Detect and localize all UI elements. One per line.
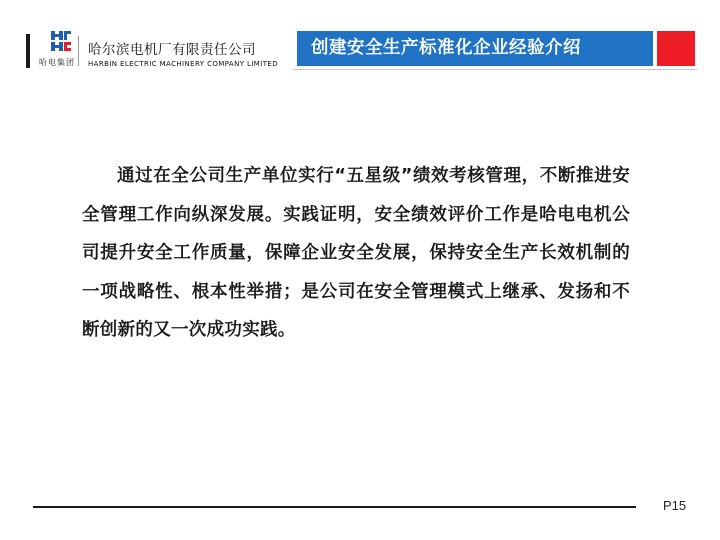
page-number: P15: [663, 498, 687, 513]
left-accent-bar: [26, 34, 30, 68]
footer-line: [33, 506, 636, 508]
body-paragraph: 通过在全公司生产单位实行“五星级”绩效考核管理，不断推进安全管理工作向纵深发展。实践证明，安全绩效评价工作是哈电电机公司提升安全工作质量，保障企业安全发展，保持安全生产长效机制的一项战略性、根本性举措；是公司在安全管理模式上继承、发扬和不断创新的又一次成功实践。: [82, 166, 630, 340]
logo-text: 哈电集团: [39, 58, 75, 67]
slide-title: 创建安全生产标准化企业经验介绍: [297, 31, 653, 66]
header-divider: [78, 36, 79, 66]
company-name-chinese: 哈尔滨电机厂有限责任公司: [88, 42, 256, 58]
red-accent-block: [657, 31, 695, 66]
company-name-english: HARBIN ELECTRIC MACHINERY COMPANY LIMITED: [88, 60, 278, 68]
header-underline: [292, 69, 697, 70]
